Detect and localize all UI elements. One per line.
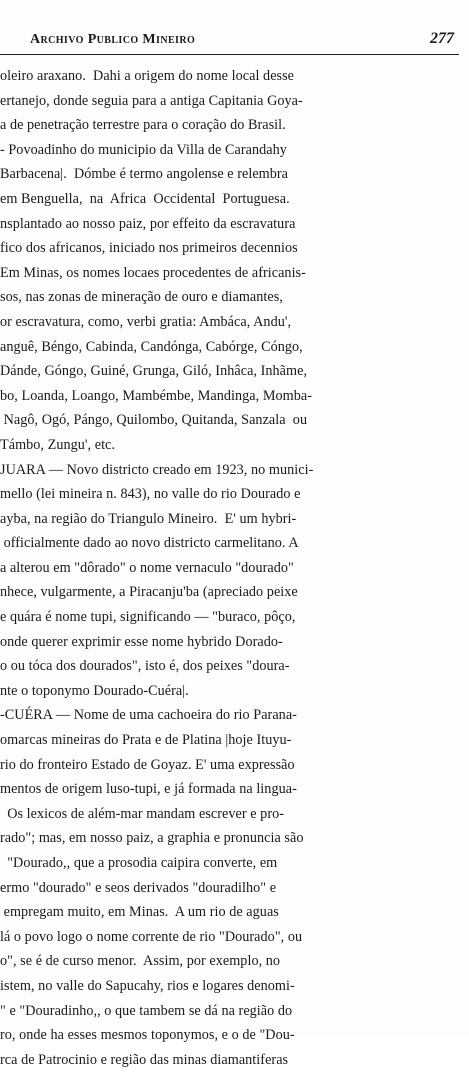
text-line: em Benguella, na Africa Occidental Portuguesa. — [0, 190, 290, 207]
text-line: or escravatura, como, verbi gratia: Ambáca, Andu', — [0, 313, 292, 330]
text-line: istem, no valle do Sapucahy, rios e logares denomi- — [0, 977, 295, 994]
text-line: ayba, na região do Triangulo Mineiro. E' um hybri- — [0, 510, 297, 527]
text-line: onde querer exprimir esse nome hybrido Dorado- — [0, 633, 283, 650]
running-header — [0, 28, 462, 54]
text-line: omarcas mineiras do Prata e de Platina |hoje Ituyu- — [0, 732, 292, 749]
text-line: nhece, vulgarmente, a Piracanju'ba (apreciado peixe — [0, 584, 298, 601]
text-line: "Dourado,, que a prosodia caipira converte, em — [0, 855, 278, 871]
header-title: Archivo Publico Mineiro — [30, 32, 196, 47]
text-line: ermo "dourado" e seos derivados "douradilho" e — [0, 879, 277, 896]
text-line: bo, Loanda, Loango, Mambémbe, Mandinga, Momba- — [0, 387, 312, 404]
text-line: Os lexicos de além-mar mandam escrever e pro- — [0, 805, 285, 822]
header-rule — [0, 54, 459, 55]
text-line: o ou tóca dos dourados", isto é, dos peixes "doura- — [0, 658, 290, 675]
text-line: officialmente dado ao novo districto carmelitano. A — [0, 535, 299, 552]
text-line: anguê, Béngo, Cabinda, Candónga, Cabórge, Cóngo, — [0, 338, 303, 355]
text-line: rio do fronteiro Estado de Goyaz. E' uma expressão — [0, 756, 295, 773]
text-line: mentos de origem luso-tupi, e já formada na lingua- — [0, 781, 297, 798]
text-line: rado"; mas, em nosso paiz, a graphia e pronuncia são — [0, 830, 304, 847]
text-line: -CUÉRA — Nome de uma cachoeira do rio Parana- — [0, 707, 297, 724]
text-line: mello (lei mineira n. 843), no valle do rio Dourado e — [0, 486, 301, 503]
text-line: fico dos africanos, iniciado nos primeiros decennios — [0, 240, 298, 257]
page-number: 277 — [430, 30, 454, 47]
text-line: " e "Douradinho,, o que tambem se dá na região do — [0, 1002, 293, 1019]
text-line: Nagô, Ogó, Pángo, Quilombo, Quitanda, Sanzala ou — [0, 412, 308, 429]
text-line: ertanejo, donde seguia para a antiga Capitania Goya- — [0, 92, 303, 109]
text-line: a de penetração terrestre para o coração do Brasil. — [0, 117, 286, 134]
text-line: empregam muito, em Minas. A um rio de aguas — [0, 904, 279, 921]
text-line: nte o toponymo Dourado-Cuéra|. — [0, 682, 189, 699]
text-line: ro, onde ha esses mesmos toponymos, e o de "Dou- — [0, 1027, 295, 1044]
text-line: rca de Patrocinio e região das minas diamantiferas — [0, 1051, 289, 1068]
text-line: nsplantado ao nosso paiz, por effeito da escravatura — [0, 215, 296, 232]
text-line: - Povoadinho do municipio da Villa de Carandahy — [0, 141, 287, 158]
text-line: Em Minas, os nomes locaes procedentes de africanis- — [0, 264, 306, 281]
text-line: sos, nas zonas de mineração de ouro e diamantes, — [0, 289, 283, 306]
text-line: Támbo, Zungu', etc. — [0, 436, 116, 453]
text-line: a alterou em "dôrado" o nome vernaculo "dourado" — [0, 559, 294, 576]
text-line: Dánde, Góngo, Guiné, Grunga, Giló, Inhâca, Inhãme, — [0, 363, 308, 380]
text-line: oleiro araxano. Dahi a origem do nome local desse — [0, 68, 295, 84]
body-text — [0, 64, 459, 1072]
text-line: JUARA — Novo districto creado em 1923, no munici- — [0, 461, 314, 478]
text-line: o", se é de curso menor. Assim, por exemplo, no — [0, 953, 281, 970]
text-line: e quára é nome tupi, significando — "buraco, pôço, — [0, 609, 296, 626]
text-line: Barbacena|. Dómbe é termo angolense e relembra — [0, 166, 289, 183]
text-line: lá o povo logo o nome corrente de rio "Dourado", ou — [0, 928, 303, 945]
